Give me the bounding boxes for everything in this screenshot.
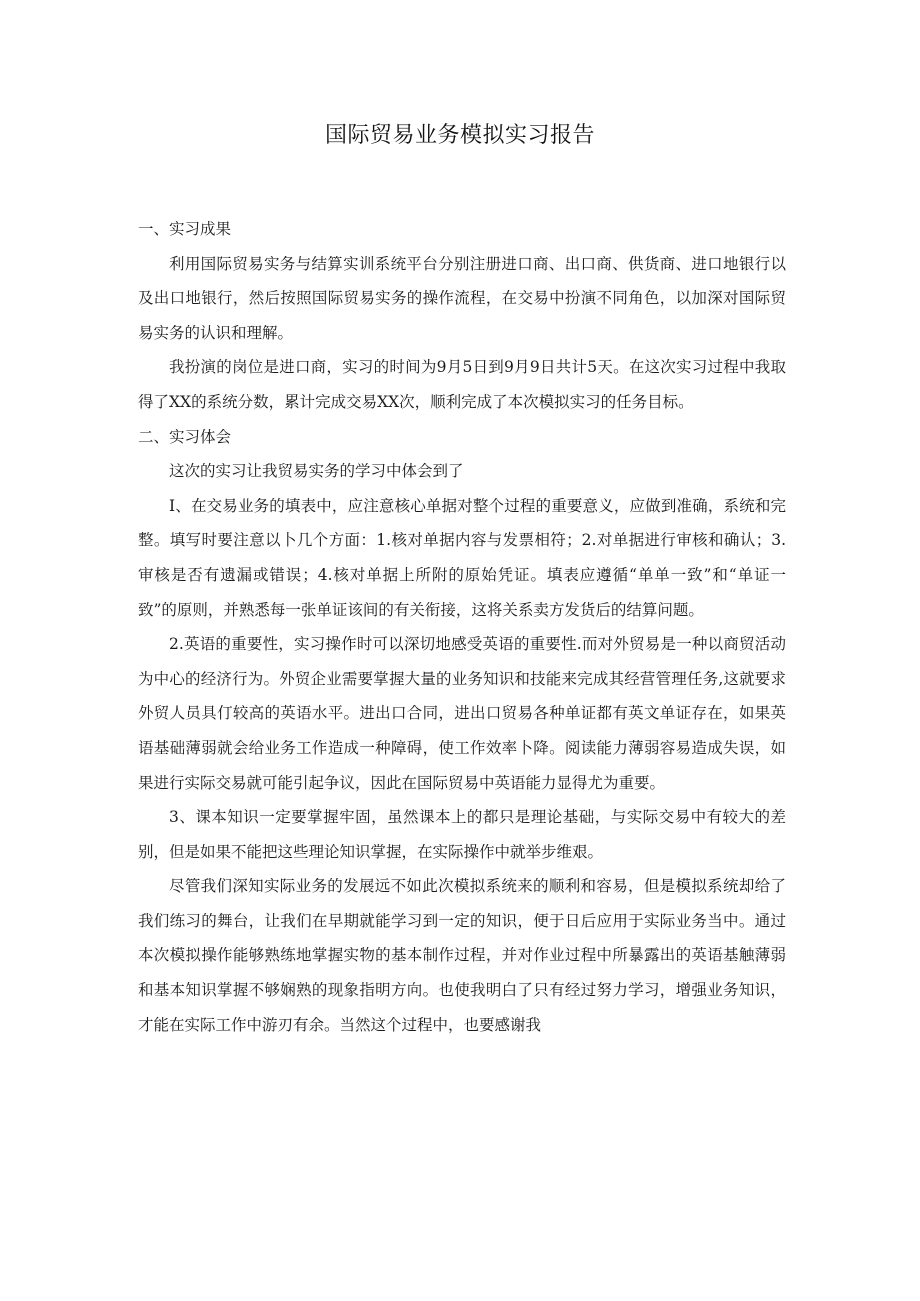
paragraph: 3、课本知识一定要掌握牢固，虽然课本上的都只是理论基础，与实际交易中有较大的差别，但是如果不能把这些理论知识掌握，在实际操作中就举步维艰。 (138, 808, 786, 861)
paragraph: 2.英语的重要性，实习操作时可以深切地感受英语的重要性.而对外贸易是一种以商贸活动为中心的经济行为。外贸企业需要掌握大量的业务知识和技能来完成其经营管理任务,这就要求外贸人员具仃较高的英语水平。进出口合同，进出口贸易各种单证都有英文单证存在，如果英语基础薄弱就会给业务工作造成一种障碍，使工作效率卜降。阅读能力薄弱容易造成失误，如果进行实际交易就可能引起争议，因此在国际贸易中英语能力显得尤为重要。 (138, 635, 786, 792)
paragraph: 利用国际贸易实务与结算实训系统平台分别注册进口商、出口商、供货商、进口地银行以及出口地银行，然后按照国际贸易实务的操作流程，在交易中扮演不同角色，以加深对国际贸易实务的认识和理解。 (138, 254, 786, 342)
document-body (138, 212, 786, 1042)
paragraph: 我扮演的岗位是进口商，实习的时间为9月5日到9月9日共计5天。在这次实习过程中我取得了XX的系统分数，累计完成交易XX次，顺利完成了本次模拟实习的任务目标。 (138, 358, 786, 411)
paragraph: 尽管我们深知实际业务的发展远不如此次模拟系统来的顺利和容易，但是模拟系统却给了我们练习的舞台，让我们在早期就能学习到一定的知识，便于日后应用于实际业务当中。通过本次模拟操作能够熟练地掌握实物的基本制作过程，并对作业过程中所暴露出的英语基触薄弱和基本知识掌握不够娴熟的现象指明方向。也使我明白了只有经过努力学习，增强业务知识，才能在实际工作中游刃有余。当然这个过程中，也要感谢我 (138, 877, 786, 1034)
paragraph: I、在交易业务的填表中，应注意核心单据对整个过程的重要意义，应做到准确，系统和完整。填写时要注意以卜几个方面：1.核对单据内容与发票相符；2.对单据进行审核和确认；3.审核是否有遗漏或错误；4.核对单据上所附的原始凭证。填表应遵循“单单一致”和“单证一致”的原则，并熟悉每一张单证该间的有关衔接，这将关系卖方发货后的结算问题。 (138, 496, 786, 619)
section-heading-experience: 二、实习体会 (138, 427, 232, 446)
section-heading-results: 一、实习成果 (138, 220, 232, 238)
document-title: 国际贸易业务模拟实习报告 (324, 123, 595, 148)
paragraph: 这次的实习让我贸易实务的学习中体会到了 (169, 462, 464, 481)
